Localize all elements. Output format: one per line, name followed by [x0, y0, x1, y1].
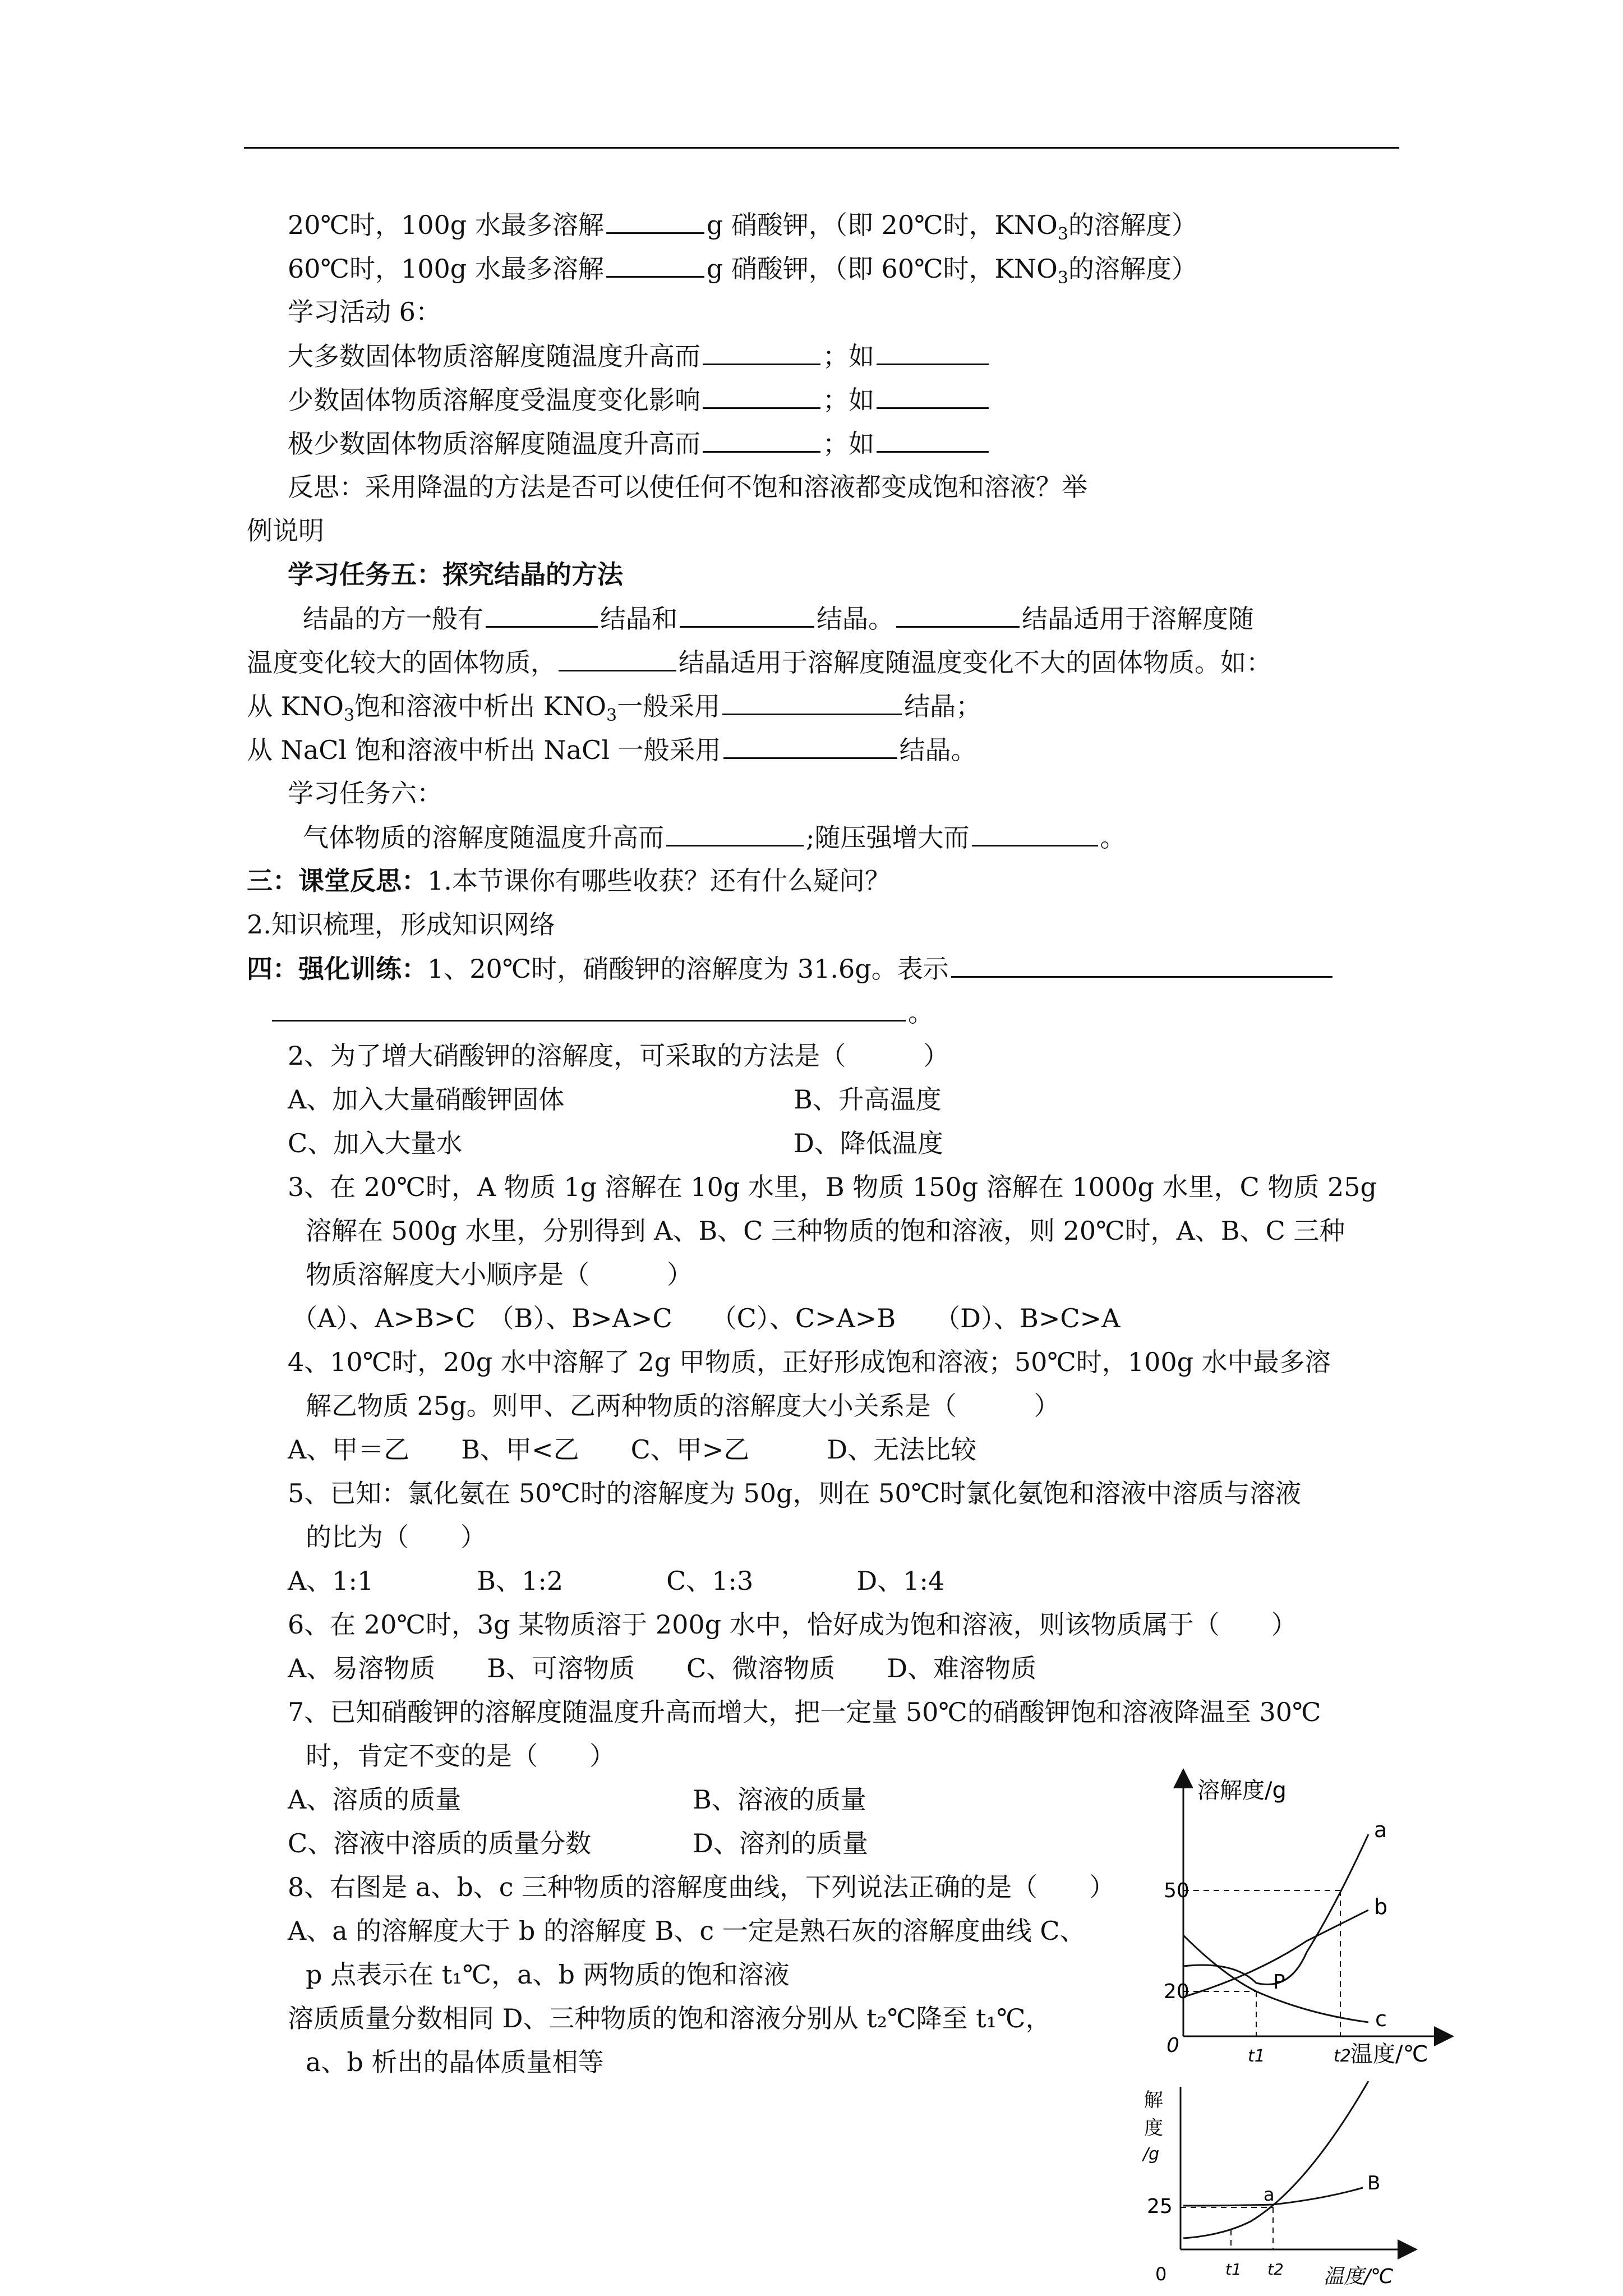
answer-blank[interactable]	[666, 819, 804, 846]
q8-line3: p 点表示在 t₁℃，a、b 两物质的饱和溶液	[306, 1959, 790, 1990]
answer-blank[interactable]	[877, 381, 989, 409]
answer-blank[interactable]	[680, 600, 814, 628]
label-b: b	[1374, 1894, 1388, 1919]
point-p-label: P	[1273, 1971, 1285, 1994]
answer-blank[interactable]	[896, 600, 1020, 628]
task5-line1: 结晶的方一般有 结晶和 结晶。 结晶适用于溶解度随	[303, 600, 1254, 637]
tick-t1: t1	[1225, 2260, 1242, 2279]
q7-option-b[interactable]: B、溶液的质量	[693, 1784, 866, 1815]
section3-line2: 2.知识梳理，形成知识网络	[247, 909, 555, 940]
answer-blank[interactable]	[272, 994, 906, 1022]
header-rule	[244, 147, 1399, 149]
answer-blank[interactable]	[559, 644, 676, 671]
section3-line1: 三：课堂反思：1.本节课你有哪些收获？还有什么疑问？	[247, 866, 891, 896]
q7-option-d[interactable]: D、溶剂的质量	[693, 1828, 868, 1858]
answer-blank[interactable]	[703, 381, 820, 409]
task5-line3: 从 $KNO_3$饱和溶液中析出 $KNO_3$一般采用 结晶；	[247, 688, 981, 724]
tick-label-50: 50	[1164, 1879, 1189, 1902]
origin-label: 0	[1155, 2263, 1167, 2285]
q7-line1: 7、已知硝酸钾的溶解度随温度升高而增大，把一定量 50℃的硝酸钾饱和溶液降温至 30℃	[288, 1697, 1321, 1727]
q4-line1: 4、10℃时，20g 水中溶解了 2g 甲物质，正好形成饱和溶液；50℃时，100g 水中最多溶	[288, 1347, 1331, 1377]
answer-blank[interactable]	[972, 819, 1098, 846]
q5-line2: 的比为（ ）	[306, 1522, 486, 1552]
section4-line2: 。	[272, 994, 934, 1030]
q7-option-c[interactable]: C、溶液中溶质的质量分数	[288, 1828, 592, 1858]
q5-line1: 5、已知：氯化氨在 50℃时的溶解度为 50g，则在 50℃时氯化氨饱和溶液中溶质与溶液	[288, 1478, 1302, 1508]
q3-options[interactable]: （A）、A>B>C （B）、B>A>C （C）、C>A>B （D）、B>C>A	[292, 1303, 1121, 1333]
point-a-label: a	[1264, 2184, 1275, 2205]
q2-option-c[interactable]: C、加入大量水	[288, 1128, 463, 1158]
tick-label-25: 25	[1147, 2195, 1173, 2218]
q8-line2: A、a 的溶解度大于 b 的溶解度 B、c 一定是熟石灰的溶解度曲线 C、	[288, 1916, 1086, 1946]
task6-line: 气体物质的溶解度随温度升高而 ;随压强增大而 。	[303, 819, 1126, 855]
solubility-20c-line: 20℃时，100g 水最多溶解 g 硝酸钾，（即 20℃时，$KNO_3$的溶解度）	[288, 206, 1197, 243]
q7-line2: 时，肯定不变的是（ ）	[306, 1741, 615, 1771]
task6-title: 学习任务六：	[288, 778, 442, 808]
answer-blank[interactable]	[877, 425, 989, 453]
label-b: B	[1367, 2172, 1381, 2194]
q8-line4: 溶质质量分数相同 D、三种物质的饱和溶液分别从 t₂℃降至 t₁℃，	[288, 2003, 1052, 2033]
answer-blank[interactable]	[703, 338, 820, 365]
q7-option-a[interactable]: A、溶质的质量	[288, 1784, 462, 1815]
q2-stem: 2、为了增大硝酸钾的溶解度，可采取的方法是（ ）	[288, 1041, 949, 1071]
tick-t2: t2	[1267, 2260, 1284, 2279]
y-axis-label-part2: 度	[1144, 2117, 1163, 2139]
answer-blank[interactable]	[486, 600, 598, 628]
x-axis-label: 温度/℃	[1324, 2265, 1394, 2288]
q3-line1: 3、在 20℃时，A 物质 1g 溶解在 10g 水里，B 物质 150g 溶解在 1000g 水里，C 物质 25g	[288, 1172, 1377, 1202]
answer-blank[interactable]	[723, 731, 897, 759]
y-axis-label-part3: /g	[1143, 2145, 1160, 2164]
task5-line2: 温度变化较大的固体物质， 结晶适用于溶解度随温度变化不大的固体物质。如：	[247, 644, 1272, 680]
activity6-row2: 少数固体物质溶解度受温度变化影响 ；如	[288, 381, 991, 418]
y-axis-label: 溶解度/g	[1197, 1778, 1287, 1803]
y-axis-label-part1: 解	[1144, 2089, 1163, 2111]
q3-line3: 物质溶解度大小顺序是（ ）	[306, 1259, 693, 1290]
solubility-60c-line: 60℃时，100g 水最多溶解 g 硝酸钾，（即 60℃时，$KNO_3$的溶解度）	[288, 250, 1197, 287]
q2-option-b[interactable]: B、升高温度	[794, 1084, 942, 1115]
activity6-title: 学习活动 6：	[288, 297, 441, 327]
x-axis-label: 温度/℃	[1350, 2041, 1428, 2067]
q6-line1: 6、在 20℃时，3g 某物质溶于 200g 水中，恰好成为饱和溶液，则该物质属于（ ）	[288, 1609, 1297, 1640]
q4-line2: 解乙物质 25g。则甲、乙两种物质的溶解度大小关系是（ ）	[306, 1391, 1060, 1421]
curve-a	[1183, 2081, 1368, 2238]
tick-t2: t2	[1334, 2046, 1351, 2066]
q4-options[interactable]: A、甲＝乙 B、甲<乙 C、甲>乙 D、无法比较	[288, 1434, 977, 1465]
reflection-line1: 反思：采用降温的方法是否可以使任何不饱和溶液都变成饱和溶液？举	[288, 472, 1087, 502]
q8-line1: 8、右图是 a、b、c 三种物质的溶解度曲线，下列说法正确的是（ ）	[288, 1872, 1115, 1902]
task5-title: 学习任务五：探究结晶的方法	[288, 559, 623, 590]
answer-blank[interactable]	[606, 250, 704, 278]
tick-t1: t1	[1248, 2046, 1265, 2066]
section4-line1: 四：强化训练：1、20℃时，硝酸钾的溶解度为 31.6g。表示	[247, 950, 1335, 987]
solubility-curve-figure-ab	[1122, 2081, 1436, 2289]
answer-blank[interactable]	[951, 950, 1332, 978]
activity6-row3: 极少数固体物质溶解度随温度升高而 ；如	[288, 425, 991, 462]
task5-line4: 从 NaCl 饱和溶液中析出 NaCl 一般采用 结晶。	[247, 731, 977, 768]
tick-label-20: 20	[1164, 1980, 1189, 2003]
answer-blank[interactable]	[606, 206, 704, 234]
answer-blank[interactable]	[722, 688, 902, 715]
answer-blank[interactable]	[877, 338, 989, 365]
reflection-line2: 例说明	[247, 516, 324, 546]
answer-blank[interactable]	[703, 425, 820, 453]
origin-label: 0	[1166, 2034, 1179, 2057]
q3-line2: 溶解在 500g 水里，分别得到 A、B、C 三种物质的饱和溶液，则 20℃时，A、B、C 三种	[306, 1216, 1345, 1246]
q6-options[interactable]: A、易溶物质 B、可溶物质 C、微溶物质 D、难溶物质	[288, 1653, 1037, 1683]
label-c: c	[1375, 2007, 1387, 2031]
q5-options[interactable]: A、1:1 B、1:2 C、1:3 D、1:4	[288, 1566, 945, 1596]
solubility-curve-figure-abc	[1122, 1767, 1458, 2081]
q2-option-d[interactable]: D、降低温度	[794, 1128, 943, 1158]
q2-option-a[interactable]: A、加入大量硝酸钾固体	[288, 1084, 565, 1115]
q8-line5: a、b 析出的晶体质量相等	[306, 2047, 604, 2077]
label-a: a	[1374, 1818, 1387, 1842]
activity6-row1: 大多数固体物质溶解度随温度升高而 ；如	[288, 338, 991, 374]
